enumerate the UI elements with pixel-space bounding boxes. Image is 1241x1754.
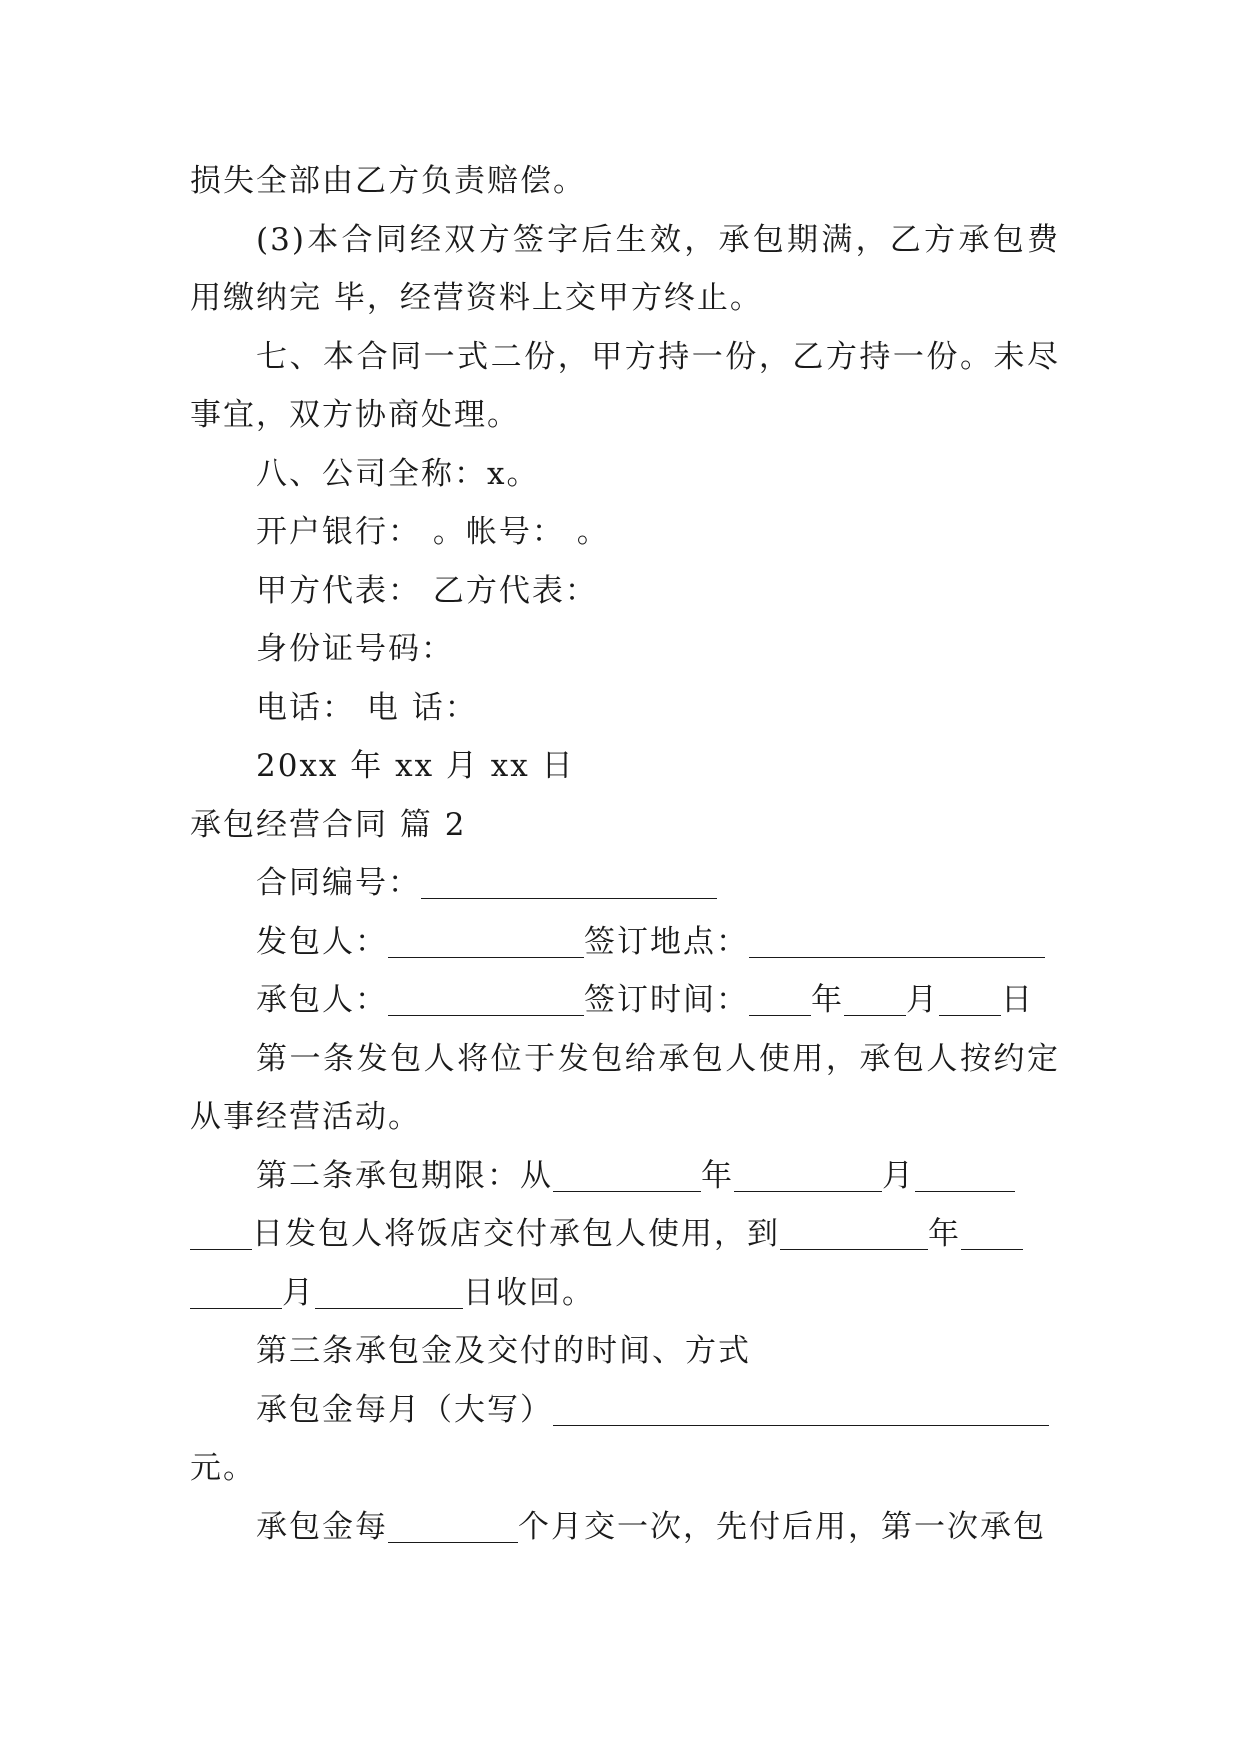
text-line: 八、公司全称：x。 [256,455,540,492]
text-line: 七、本合同一式二份，甲方持一份，乙方持一份。未尽 [256,338,1060,375]
contractor-blank [388,981,584,1016]
employer-row [190,913,1060,972]
payment-prefix: 承包金每 [256,1508,388,1545]
text-line: 身份证号码： [256,631,454,667]
sign-place-label: 签订地点： [584,923,749,960]
sign-place-blank [749,923,1045,958]
article-2-line [190,1147,1060,1206]
date-line: 20xx 年 xx 月 xx 日 [256,748,575,784]
employer-label: 发包人： [256,923,388,960]
sign-year-blank [749,981,811,1016]
contractor-row [190,971,1060,1030]
sign-month-blank [844,981,906,1016]
year-label: 年 [811,982,844,1018]
end-month-blank [961,1215,1023,1250]
text-line: 开户银行： 。帐号： 。 [256,514,610,550]
month-label: 月 [906,982,939,1018]
year-label: 年 [701,1157,734,1194]
yuan-line: 元。 [190,1450,256,1486]
article-2-end: 日收回。 [463,1274,595,1311]
article-1-line: 从事经营活动。 [190,1099,421,1135]
text-line: 事宜，双方协商处理。 [190,397,520,433]
start-year-blank [553,1157,701,1192]
text-line: (3)本合同经双方签字后生效，承包期满，乙方承包费 [256,221,1060,258]
document-body [190,152,1060,1556]
day-label: 日 [1001,982,1034,1018]
end-year-blank [780,1215,928,1250]
text-line: 电话： 电 话： [256,689,478,726]
article-3-title: 第三条承包金及交付的时间、方式 [256,1333,751,1369]
article-1-line: 第一条发包人将位于发包给承包人使用，承包人按约定 [256,1040,1060,1077]
article-2-line [190,1205,1060,1264]
article-2-mid: 日发包人将饭店交付承包人使用，到 [252,1216,780,1252]
payment-months-blank [388,1508,518,1543]
end-month-blank-cont [190,1274,282,1309]
contractor-label: 承包人： [256,982,388,1018]
payment-row [190,1498,1060,1557]
employer-blank [388,923,584,958]
monthly-fee-blank [553,1391,1049,1426]
month-label: 月 [882,1157,915,1194]
text-line: 损失全部由乙方负责赔偿。 [190,163,586,199]
payment-suffix: 个月交一次，先付后用，第一次承包 [518,1508,1046,1545]
text-line: 用缴纳完 毕，经营资料上交甲方终止。 [190,280,763,316]
contract-number-row [190,854,1060,913]
monthly-fee-label: 承包金每月（大写） [256,1391,553,1428]
text-line: 甲方代表： 乙方代表： [256,572,598,609]
month-label: 月 [282,1274,315,1311]
article-2-line [190,1264,1060,1323]
article-2-prefix: 第二条承包期限：从 [256,1157,553,1194]
end-day-blank [315,1274,463,1309]
monthly-fee-row [190,1381,1060,1440]
section-title: 承包经营合同 篇 2 [190,806,467,843]
contract-number-label: 合同编号： [256,865,421,901]
start-month-blank [734,1157,882,1192]
sign-time-label: 签订时间： [584,982,749,1018]
start-day-blank [915,1157,1015,1192]
year-label: 年 [928,1216,961,1252]
start-day-blank-cont [190,1215,252,1250]
sign-day-blank [939,981,1001,1016]
contract-number-blank [421,864,717,899]
